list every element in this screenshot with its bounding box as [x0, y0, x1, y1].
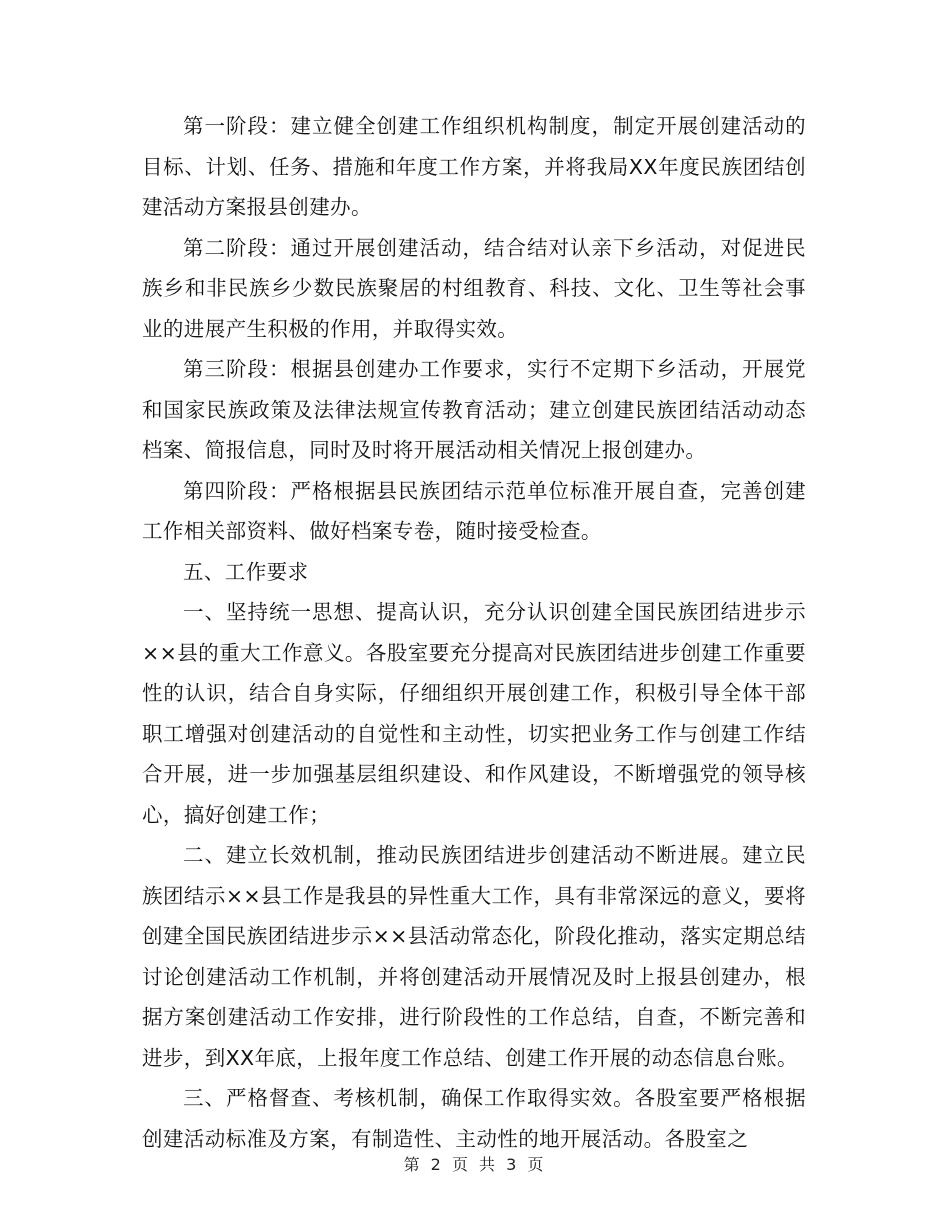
paragraph-requirement-two: 二、建立长效机制，推动民族团结进步创建活动不断进展。建立民族团结示××县工作是我县的异性重大工作，具有非常深远的意义，要将创建全国民族团结进步示××县活动常态化，阶段化推动，落实定期总结讨论创建活动工作机制，并将创建活动开展情况及时上报县创建办，根据方案创建活动工作安排，进行阶段性的工作总结，自查，不断完善和进步，到XX年底，上报年度工作总结、创建工作开展的动态信息台账。: [142, 843, 806, 1070]
paragraph-phase-two: 第二阶段：通过开展创建活动，结合结对认亲下乡活动，对促进民族乡和非民族乡少数民族聚居的村组教育、科技、文化、卫生等社会事业的进展产生积极的作用，并取得实效。: [142, 235, 806, 341]
page-number-footer: 第 2 页 共 3 页: [403, 1155, 547, 1174]
paragraph-phase-four: 第四阶段：严格根据县民族团结示范单位标准开展自查，完善创建工作相关部资料、做好档案专卷，随时接受检查。: [142, 478, 806, 543]
section-heading-work-requirements: 五、工作要求: [183, 559, 309, 584]
paragraph-phase-three: 第三阶段：根据县创建办工作要求，实行不定期下乡活动，开展党和国家民族政策及法律法规宣传教育活动；建立创建民族团结活动动态档案、简报信息，同时及时将开展活动相关情况上报创建办。: [142, 357, 806, 462]
paragraph-requirement-three: 三、严格督查、考核机制，确保工作取得实效。各股室要严格根据创建活动标准及方案，有制造性、主动性的地开展活动。各股室之: [142, 1086, 806, 1151]
paragraph-requirement-one: 一、坚持统一思想、提高认识，充分认识创建全国民族团结进步示××县的重大工作意义。各股室要充分提高对民族团结进步创建工作重要性的认识，结合自身实际，仔细组织开展创建工作，积极引导全体干部职工增强对创建活动的自觉性和主动性，切实把业务工作与创建工作结合开展，进一步加强基层组织建设、和作风建设，不断增强党的领导核心，搞好创建工作；: [142, 600, 806, 827]
document-body: [142, 106, 806, 1159]
paragraph-phase-one: 第一阶段：建立健全创建工作组织机构制度，制定开展创建活动的目标、计划、任务、措施和年度工作方案，并将我局XX年度民族团结创建活动方案报县创建办。: [142, 114, 806, 219]
